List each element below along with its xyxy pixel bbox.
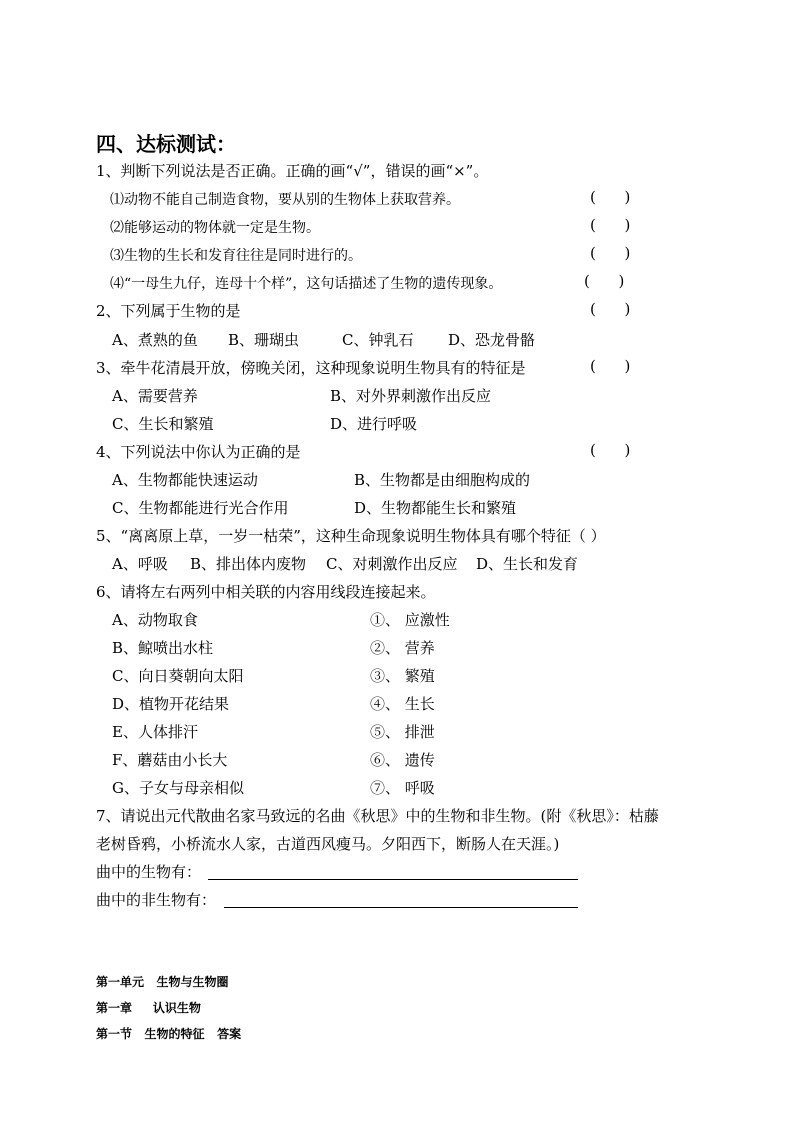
q1-item-2: ⑵能够运动的物体就一定是生物。 (110, 220, 320, 236)
q5-option-c: C、对刺激作出反应 (326, 555, 458, 573)
q3-option-a: A、需要营养 (112, 387, 198, 405)
q3-option-c: C、生长和繁殖 (112, 415, 214, 433)
living-things-answer-line[interactable] (208, 879, 578, 880)
q6-right-item: ⑥、 遗传 (370, 751, 435, 769)
nonliving-things-label: 曲中的非生物有： (96, 891, 217, 909)
question-7-text-line-1: 7、请说出元代散曲名家马致远的名曲《秋思》中的生物和非生物。(附《秋思》：枯藤 (96, 807, 659, 825)
nonliving-things-answer-line[interactable] (224, 907, 578, 908)
q1-item-3-answer-paren: ( ) (590, 244, 631, 262)
q5-option-b: B、排出体内废物 (190, 555, 307, 573)
section-answer-heading: 第一节 生物的特征 答案 (96, 1027, 242, 1041)
q1-item-4: ⑷“一母生九仔，连母十个样”，这句话描述了生物的遗传现象。 (110, 276, 503, 292)
section-title: 四、达标测试： (96, 132, 236, 156)
q6-right-item: ①、 应激性 (370, 611, 450, 629)
q3-option-d: D、进行呼吸 (330, 415, 418, 433)
q2-option-a: A、煮熟的鱼 (112, 331, 198, 349)
q2-answer-paren: ( ) (590, 300, 631, 318)
unit-heading: 第一单元 生物与生物圈 (96, 975, 229, 989)
q6-left-item: F、蘑菇由小长大 (112, 751, 228, 769)
q6-left-item: D、植物开花结果 (112, 695, 230, 713)
q6-right-item: ⑤、 排泄 (370, 723, 435, 741)
q6-left-item: C、向日葵朝向太阳 (112, 667, 244, 685)
q2-option-c: C、钟乳石 (342, 331, 414, 349)
q6-left-item: B、鲸喷出水柱 (112, 639, 214, 657)
q1-item-2-answer-paren: ( ) (590, 216, 631, 234)
q6-right-item: ③、 繁殖 (370, 667, 435, 685)
q6-right-item: ⑦、 呼吸 (370, 779, 435, 797)
q6-left-item: E、人体排汗 (112, 723, 198, 741)
q5-option-d: D、生长和发育 (476, 555, 579, 573)
question-1-text: 1、判断下列说法是否正确。正确的画“√”，错误的画“×”。 (96, 162, 489, 180)
question-2-text: 2、下列属于生物的是 (96, 302, 241, 320)
q2-option-b: B、珊瑚虫 (228, 331, 300, 349)
q6-left-item: G、子女与母亲相似 (112, 779, 244, 797)
q1-item-3: ⑶生物的生长和发育往往是同时进行的。 (110, 248, 362, 264)
q6-right-item: ④、 生长 (370, 695, 435, 713)
q3-option-b: B、对外界刺激作出反应 (330, 387, 492, 405)
q4-option-d: D、生物都能生长和繁殖 (354, 499, 517, 517)
q2-option-d: D、恐龙骨骼 (448, 331, 536, 349)
q1-item-4-answer-paren: ( ) (584, 272, 625, 290)
q1-item-1: ⑴动物不能自己制造食物，要从别的生物体上获取营养。 (110, 192, 460, 208)
living-things-label: 曲中的生物有： (96, 863, 202, 881)
question-5-text: 5、“离离原上草，一岁一枯荣”，这种生命现象说明生物体具有哪个特征（ ） (96, 527, 606, 545)
q1-item-1-answer-paren: ( ) (590, 188, 631, 206)
q3-answer-paren: ( ) (590, 357, 631, 375)
q6-right-item: ②、 营养 (370, 639, 435, 657)
q6-left-item: A、动物取食 (112, 611, 198, 629)
q4-option-b: B、生物都是由细胞构成的 (354, 471, 531, 489)
q4-answer-paren: ( ) (590, 441, 631, 459)
q4-option-a: A、生物都能快速运动 (112, 471, 258, 489)
question-7-text-line-2: 老树昏鸦，小桥流水人家，古道西风瘦马。夕阳西下，断肠人在天涯。) (96, 835, 560, 853)
question-6-text: 6、请将左右两列中相关联的内容用线段连接起来。 (96, 583, 436, 601)
chapter-heading: 第一章 认识生物 (96, 1001, 201, 1015)
q5-option-a: A、呼吸 (112, 555, 168, 573)
question-4-text: 4、下列说法中你认为正确的是 (96, 443, 301, 461)
q4-option-c: C、生物都能进行光合作用 (112, 499, 289, 517)
question-3-text: 3、牵牛花清晨开放，傍晚关闭，这种现象说明生物具有的特征是 (96, 359, 526, 377)
